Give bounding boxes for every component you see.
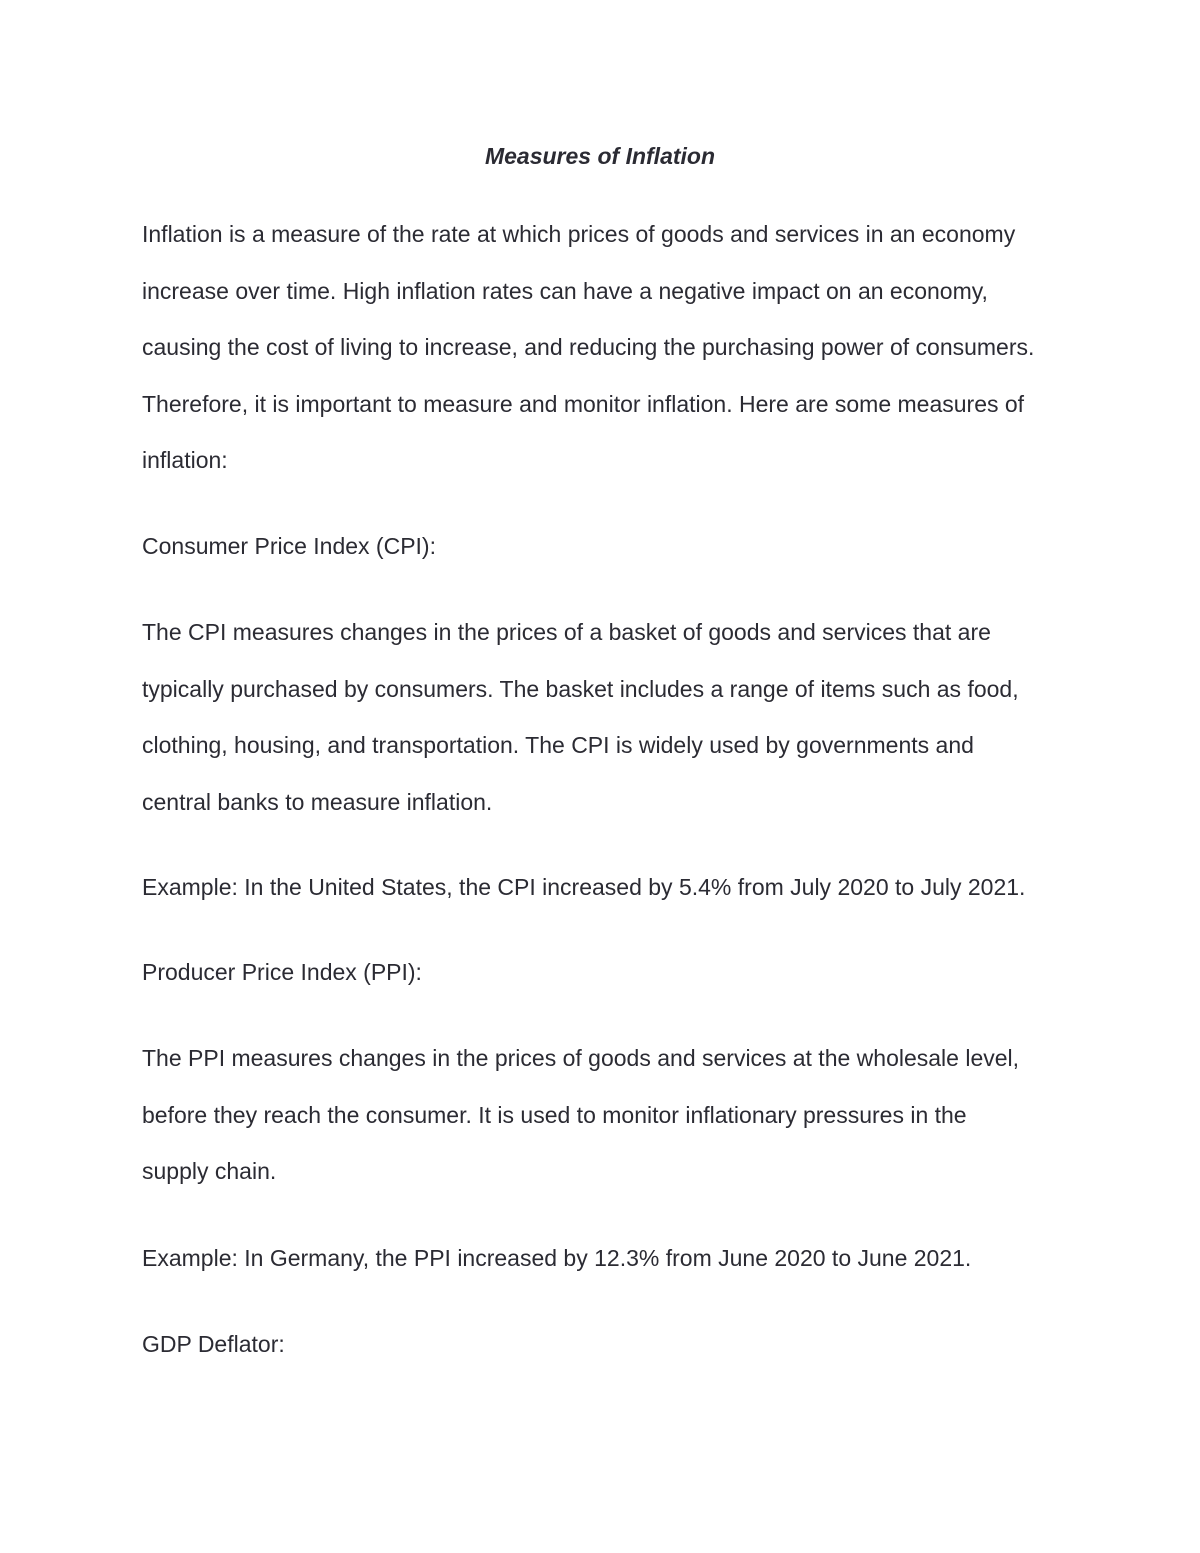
paragraph-line: clothing, housing, and transportation. The CPI is widely used by governments and [142,732,974,758]
paragraph-line: increase over time. High inflation rates can have a negative impact on an economy, [142,277,988,304]
cpi-example-block [142,869,1072,926]
cpi-heading-block [142,528,1072,585]
paragraph-line: inflation: [142,447,228,473]
gdp-heading-block [142,1326,1072,1383]
paragraph-line: The CPI measures changes in the prices of a basket of goods and services that are [142,619,991,645]
section-heading-gdp-deflator: GDP Deflator: [142,1331,285,1357]
ppi-example: Example: In Germany, the PPI increased by 12.3% from June 2020 to June 2021. [142,1245,972,1271]
intro-paragraph [142,216,1072,499]
paragraph-line: Therefore, it is important to measure and monitor inflation. Here are some measures of [142,390,1025,417]
ppi-paragraph [142,1040,1072,1210]
document-title: Measures of Inflation [484,143,716,169]
section-heading-cpi: Consumer Price Index (CPI): [142,533,436,559]
section-heading-ppi: Producer Price Index (PPI): [142,959,422,985]
ppi-example-block [142,1240,1072,1297]
cpi-example: Example: In the United States, the CPI increased by 5.4% from July 2020 to July 2021. [142,874,1026,900]
paragraph-line: central banks to measure inflation. [142,788,493,815]
paragraph-line: The PPI measures changes in the prices of goods and services at the wholesale level, [142,1045,1020,1071]
ppi-heading-block [142,954,1072,1011]
paragraph-line: supply chain. [142,1158,277,1184]
paragraph-line: Inflation is a measure of the rate at which prices of goods and services in an economy [142,221,1016,247]
paragraph-line: typically purchased by consumers. The basket includes a range of items such as food, [142,675,1019,702]
cpi-paragraph [142,614,1072,840]
paragraph-line: before they reach the consumer. It is used to monitor inflationary pressures in the [142,1101,967,1128]
paragraph-line: causing the cost of living to increase, and reducing the purchasing power of consumers. [142,334,1035,360]
